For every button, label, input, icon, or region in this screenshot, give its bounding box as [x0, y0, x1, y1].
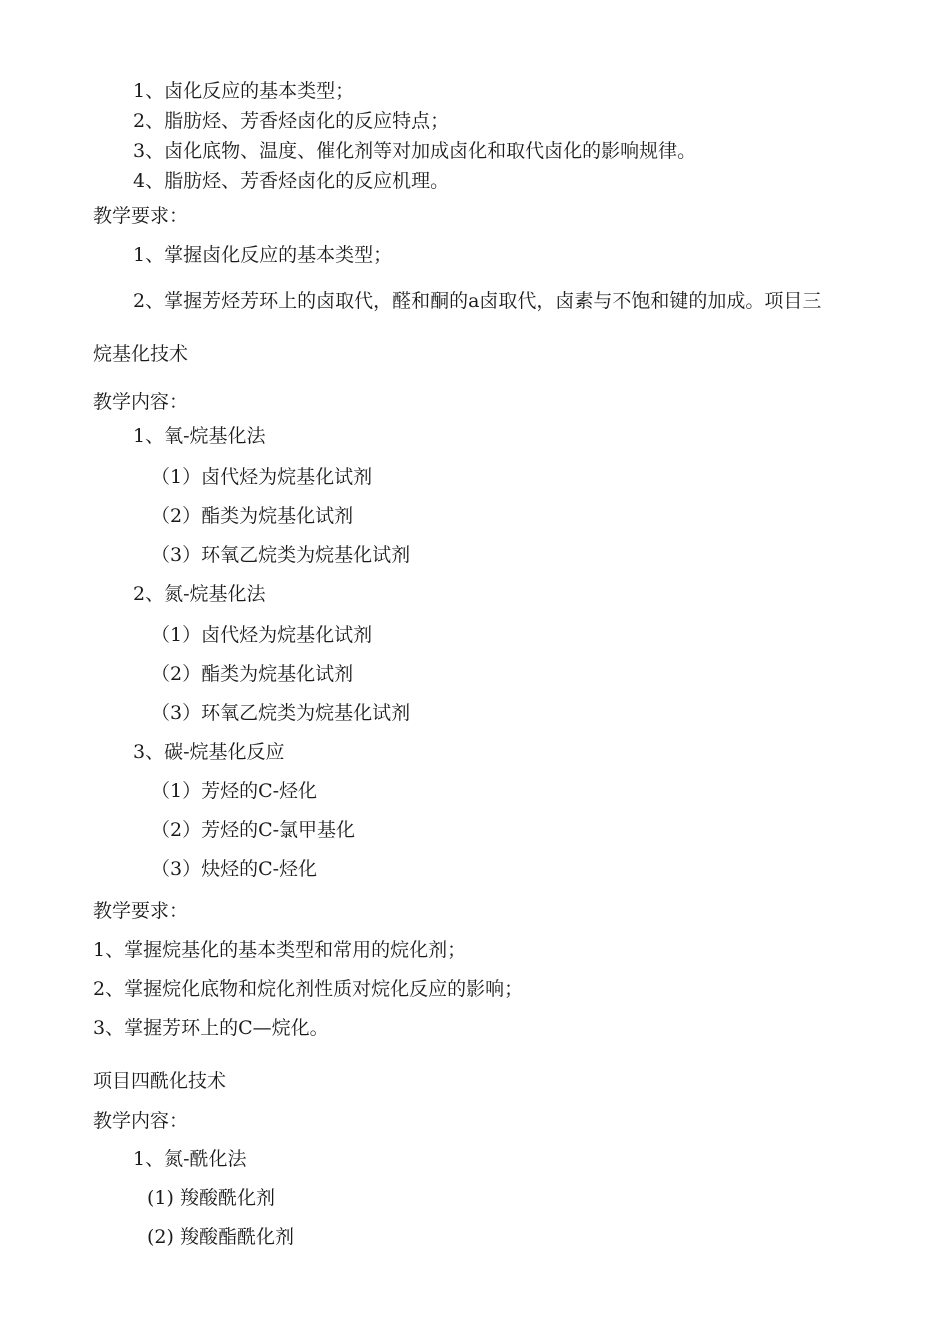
section-heading: 教学要求：	[93, 205, 189, 227]
project-title: 项目四酰化技术	[93, 1070, 227, 1092]
project-title: 烷基化技术	[93, 343, 189, 365]
list-item: 3、卤化底物、温度、催化剂等对加成卤化和取代卤化的影响规律。	[133, 140, 697, 162]
list-item: 2、掌握芳烃芳环上的卤取代，醛和酮的a卤取代，卤素与不饱和键的加成。项目三	[133, 290, 822, 312]
list-subitem: （2）芳烃的C-氯甲基化	[151, 819, 356, 841]
list-subitem: （1）芳烃的C-烃化	[151, 780, 318, 802]
list-item: 4、脂肪烃、芳香烃卤化的反应机理。	[133, 170, 450, 192]
list-item: 3、掌握芳环上的C—烷化。	[93, 1017, 329, 1039]
list-subitem: (1) 羧酸酰化剂	[147, 1187, 275, 1209]
list-subitem: （2）酯类为烷基化试剂	[151, 505, 354, 527]
list-subitem: （1）卤代烃为烷基化试剂	[151, 466, 373, 488]
list-item: 1、掌握卤化反应的基本类型；	[133, 244, 393, 266]
list-subitem: （3）炔烃的C-烃化	[151, 858, 318, 880]
list-item: 1、卤化反应的基本类型；	[133, 80, 355, 102]
list-item: 1、掌握烷基化的基本类型和常用的烷化剂；	[93, 939, 467, 961]
list-subitem: （3）环氧乙烷类为烷基化试剂	[151, 702, 411, 724]
list-subitem: （2）酯类为烷基化试剂	[151, 663, 354, 685]
list-item: 2、掌握烷化底物和烷化剂性质对烷化反应的影响；	[93, 978, 524, 1000]
section-heading: 教学要求：	[93, 900, 189, 922]
list-item: 3、碳-烷基化反应	[133, 741, 285, 763]
section-heading: 教学内容：	[93, 1110, 189, 1132]
list-item: 2、氮-烷基化法	[133, 583, 266, 605]
list-item: 1、氧-烷基化法	[133, 425, 266, 447]
section-heading: 教学内容：	[93, 391, 189, 413]
list-subitem: (2) 羧酸酯酰化剂	[147, 1226, 294, 1248]
list-subitem: （3）环氧乙烷类为烷基化试剂	[151, 544, 411, 566]
list-item: 1、氮-酰化法	[133, 1148, 247, 1170]
list-item: 2、脂肪烃、芳香烃卤化的反应特点；	[133, 110, 450, 132]
list-subitem: （1）卤代烃为烷基化试剂	[151, 624, 373, 646]
